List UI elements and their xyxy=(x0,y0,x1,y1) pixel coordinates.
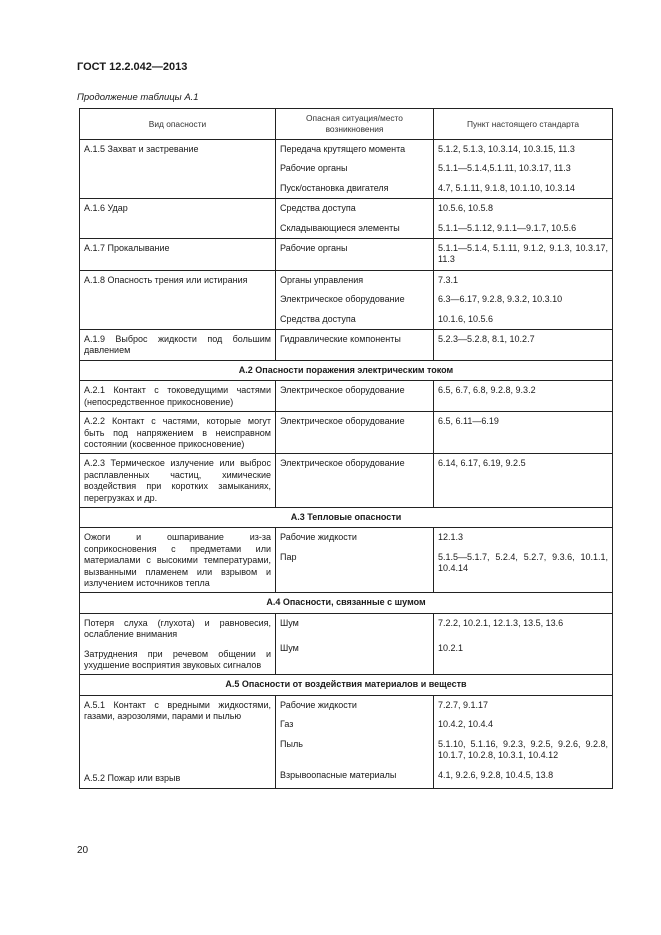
clause-cell: 7.2.2, 10.2.1, 12.1.3, 13.5, 13.6 xyxy=(438,617,564,628)
clause-cell: 4.1, 9.2.6, 9.2.8, 10.4.5, 13.8 xyxy=(438,769,554,780)
page-number: 20 xyxy=(77,845,89,856)
hazard-cell: А.2.2 Контакт с частями, которые могут быть под напряжением в неисправном состоянии (косвенное прикосновение) xyxy=(80,412,276,454)
section-row xyxy=(80,507,613,527)
clause-cell: 5.2.3—5.2.8, 8.1, 10.2.7 xyxy=(438,334,535,345)
clause-cell: 5.1.5—5.1.7, 5.2.4, 5.2.7, 9.3.6, 10.1.1, 10.4.14 xyxy=(438,551,608,574)
situation-cell: Шум xyxy=(280,617,299,628)
situation-cell: Органы управления xyxy=(280,274,364,285)
table-caption: Продолжение таблицы А.1 xyxy=(77,92,199,103)
clause-cell: 6.5, 6.7, 6.8, 9.2.8, 9.3.2 xyxy=(438,385,536,396)
situation-cell: Электрическое оборудование xyxy=(280,385,405,396)
clause-cell: 6.3—6.17, 9.2.8, 9.3.2, 10.3.10 xyxy=(438,294,563,305)
table-row xyxy=(80,528,613,593)
hazard-cell: А.1.8 Опасность трения или истирания xyxy=(80,270,276,329)
situation-cell: Передача крутящего момента xyxy=(280,144,406,154)
clause-cell: 4.7, 5.1.11, 9.1.8, 10.1.10, 10.3.14 xyxy=(438,182,575,193)
situation-cell: Средства доступа xyxy=(280,313,356,324)
situation-cell: Пуск/остановка двигателя xyxy=(280,182,389,193)
hazard-cell: А.2.3 Термическое излучение или выброс расплавленных частиц, химические воздействия при коротких замыканиях, перегрузках и др. xyxy=(80,454,276,508)
table-row xyxy=(80,270,613,329)
clause-cell: 10.4.2, 10.4.4 xyxy=(438,719,494,730)
table-row xyxy=(80,330,613,361)
clause-cell: 6.5, 6.11—6.19 xyxy=(438,416,499,427)
table-row xyxy=(80,199,613,239)
hazard-cell: А.1.9 Выброс жидкости под большим давлением xyxy=(80,330,276,361)
table-row xyxy=(80,695,613,788)
hazard-cell: А.5.1 Контакт с вредными жидкостями, газами, аэрозолями, парами и пылью xyxy=(84,699,271,722)
situation-cell: Пыль xyxy=(280,738,303,749)
hazard-cell: Потеря слуха (глухота) и равновесия, ослабление внимания xyxy=(84,617,271,640)
section-title: А.4 Опасности, связанные с шумом xyxy=(80,593,613,613)
situation-cell: Рабочие органы xyxy=(280,243,348,254)
situation-cell: Взрывоопасные материалы xyxy=(280,769,397,780)
table-header-row xyxy=(80,109,613,140)
hazard-cell: А.2.1 Контакт с токоведущими частями (непосредственное прикосновение) xyxy=(80,381,276,412)
clause-cell: 7.2.7, 9.1.17 xyxy=(438,699,489,710)
situation-cell: Рабочие органы xyxy=(280,163,348,174)
situation-cell: Средства доступа xyxy=(280,203,356,214)
situation-cell: Электрическое оборудование xyxy=(280,458,405,469)
section-row xyxy=(80,593,613,613)
hazard-cell: Затруднения при речевом общении и ухудшение восприятия звуковых сигналов xyxy=(84,648,271,670)
clause-cell: 5.1.2, 5.1.3, 10.3.14, 10.3.15, 11.3 xyxy=(438,144,575,154)
clause-cell: 7.3.1 xyxy=(438,274,459,285)
hazard-cell: А.1.6 Удар xyxy=(80,199,276,239)
section-title: А.3 Тепловые опасности xyxy=(80,507,613,527)
hazard-cell: Ожоги и ошпаривание из-за соприкосновения с предметами или материалами с высокими температурами, вызванными пламенем или взрывом и излучением источников тепла xyxy=(80,528,276,593)
section-title: А.2 Опасности поражения электрическим током xyxy=(80,360,613,380)
document-header: ГОСТ 12.2.042—2013 xyxy=(77,61,188,73)
table-row xyxy=(80,412,613,454)
table-row xyxy=(80,613,613,675)
table-row xyxy=(80,140,613,199)
situation-cell: Шум xyxy=(280,643,299,654)
situation-cell: Электрическое оборудование xyxy=(280,416,405,427)
column-header-hazard: Вид опасности xyxy=(80,109,276,140)
clause-cell: 6.14, 6.17, 6.19, 9.2.5 xyxy=(438,458,526,469)
clause-cell: 5.1.10, 5.1.16, 9.2.3, 9.2.5, 9.2.6, 9.2.8, 10.1.7, 10.2.8, 10.3.1, 10.4.12 xyxy=(438,738,608,761)
situation-cell: Рабочие жидкости xyxy=(280,699,357,710)
column-header-clause: Пункт настоящего стандарта xyxy=(434,109,613,140)
clause-cell: 10.2.1 xyxy=(438,643,464,654)
clause-cell: 5.1.1—5.1.12, 9.1.1—9.1.7, 10.5.6 xyxy=(438,222,577,233)
table-row xyxy=(80,239,613,271)
hazard-cell: А.1.5 Захват и застревание xyxy=(80,140,276,199)
situation-cell: Газ xyxy=(280,719,294,730)
section-title: А.5 Опасности от воздействия материалов и веществ xyxy=(80,675,613,695)
clause-cell: 5.1.1—5.1.4, 5.1.11, 9.1.2, 9.1.3, 10.3.17, 11.3 xyxy=(438,243,608,265)
hazard-cell: А.5.2 Пожар или взрыв xyxy=(84,773,181,784)
table-row xyxy=(80,381,613,412)
hazard-table xyxy=(79,108,613,789)
situation-cell: Рабочие жидкости xyxy=(280,532,357,543)
situation-cell: Электрическое оборудование xyxy=(280,294,405,305)
section-row xyxy=(80,675,613,695)
situation-cell: Складывающиеся элементы xyxy=(280,222,400,233)
hazard-cell: А.1.7 Прокалывание xyxy=(80,239,276,271)
section-row xyxy=(80,360,613,380)
clause-cell: 10.1.6, 10.5.6 xyxy=(438,313,494,324)
table-row xyxy=(80,454,613,508)
column-header-situation: Опасная ситуация/место возникновения xyxy=(276,109,434,140)
clause-cell: 5.1.1—5.1.4,5.1.11, 10.3.17, 11.3 xyxy=(438,163,571,174)
clause-cell: 12.1.3 xyxy=(438,532,464,543)
situation-cell: Гидравлические компоненты xyxy=(280,334,401,345)
situation-cell: Пар xyxy=(280,551,297,562)
clause-cell: 10.5.6, 10.5.8 xyxy=(438,203,494,214)
